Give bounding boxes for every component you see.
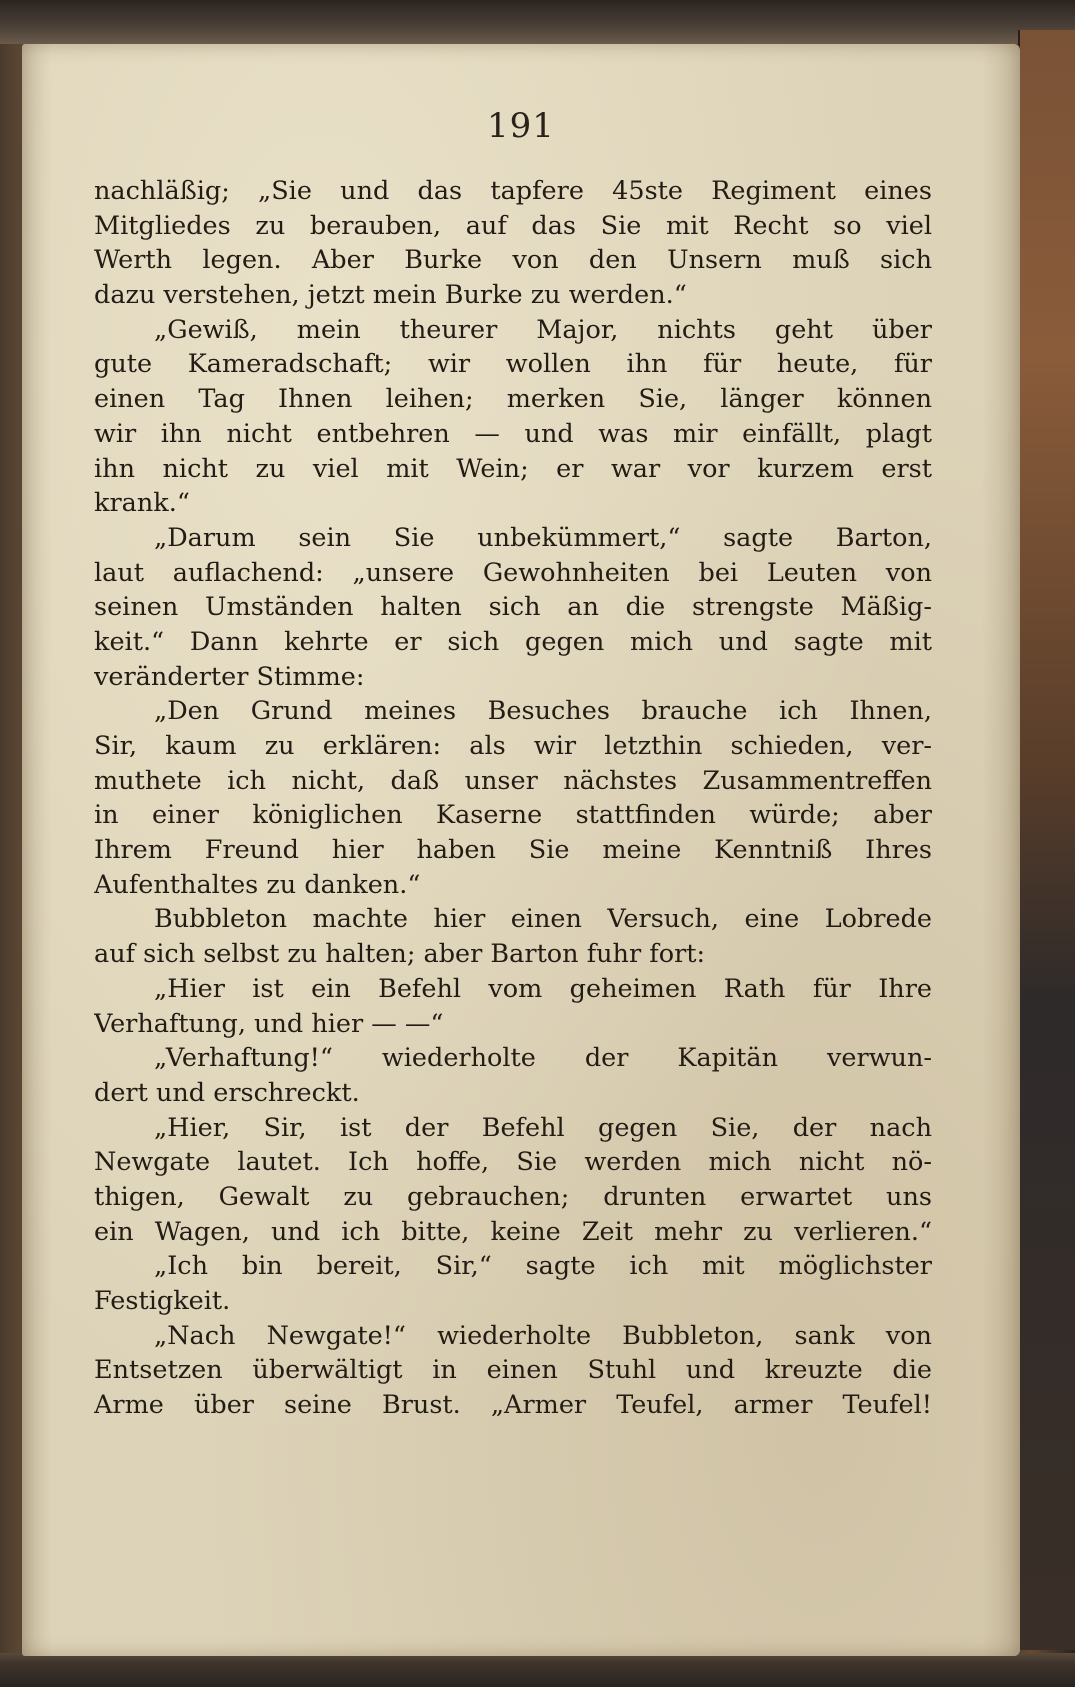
text-line: in einer königlichen Kaserne stattfinden würde; aber: [94, 800, 932, 831]
page-number: 191: [487, 106, 555, 146]
text-line: „Verhaftung!“ wiederholte der Kapitän verwun-: [154, 1043, 932, 1074]
text-line: Ihrem Freund hier haben Sie meine Kenntniß Ihres: [94, 835, 932, 866]
text-line: muthete ich nicht, daß unser nächstes Zusammentreffen: [94, 765, 932, 796]
text-line: ein Wagen, und ich bitte, keine Zeit mehr zu verlieren.“: [94, 1216, 932, 1247]
book-top-edge: [0, 0, 1075, 44]
text-line: nachläßig; „Sie und das tapfere 45ste Regiment eines: [94, 176, 932, 206]
text-line: Mitgliedes zu berauben, auf das Sie mit Recht so viel: [94, 210, 932, 241]
text-line: „Gewiß, mein theurer Major, nichts geht über: [154, 314, 932, 345]
book-cover-right: [1018, 30, 1075, 1650]
text-line: „Nach Newgate!“ wiederholte Bubbleton, sank von: [154, 1320, 932, 1351]
text-line: Bubbleton machte hier einen Versuch, eine Lobrede: [154, 904, 932, 935]
text-line: dazu verstehen, jetzt mein Burke zu werden.“: [94, 280, 687, 311]
text-line: Arme über seine Brust. „Armer Teufel, armer Teufel!: [94, 1390, 932, 1421]
text-line: „Ich bin bereit, Sir,“ sagte ich mit möglichster: [154, 1251, 932, 1282]
text-line: Verhaftung, und hier — —“: [94, 1008, 444, 1039]
text-line: ihn nicht zu viel mit Wein; er war vor kurzem erst: [94, 453, 932, 484]
text-line: „Hier, Sir, ist der Befehl gegen Sie, der nach: [154, 1112, 932, 1143]
text-line: thigen, Gewalt zu gebrauchen; drunten erwartet uns: [94, 1181, 932, 1212]
text-line: gute Kameradschaft; wir wollen ihn für heute, für: [94, 349, 932, 380]
book-page: [22, 44, 1020, 1656]
text-line: Werth legen. Aber Burke von den Unsern muß sich: [94, 245, 932, 276]
page-text: [94, 174, 932, 1423]
text-line: „Den Grund meines Besuches brauche ich Ihnen,: [154, 696, 932, 727]
text-line: Newgate lautet. Ich hoffe, Sie werden mich nicht nö-: [94, 1147, 932, 1178]
text-line: Sir, kaum zu erklären: als wir letzthin schieden, ver-: [94, 731, 932, 761]
text-line: Festigkeit.: [94, 1286, 231, 1316]
text-line: keit.“ Dann kehrte er sich gegen mich und sagte mit: [94, 626, 932, 657]
text-line: „Hier ist ein Befehl vom geheimen Rath für Ihre: [154, 973, 932, 1004]
text-line: auf sich selbst zu halten; aber Barton fuhr fort:: [94, 939, 706, 970]
book-bottom-edge: [0, 1653, 1075, 1687]
text-line: laut auflachend: „unsere Gewohnheiten bei Leuten von: [94, 557, 932, 588]
text-line: seinen Umständen halten sich an die strengste Mäßig-: [94, 592, 932, 623]
text-line: einen Tag Ihnen leihen; merken Sie, länger können: [94, 384, 932, 415]
text-line: Entsetzen überwältigt in einen Stuhl und kreuzte die: [94, 1355, 932, 1386]
text-line: krank.“: [94, 488, 190, 519]
text-line: wir ihn nicht entbehren — und was mir einfällt, plagt: [94, 418, 932, 449]
text-line: „Darum sein Sie unbekümmert,“ sagte Barton,: [154, 522, 932, 553]
text-line: dert und erschreckt.: [94, 1077, 360, 1108]
text-line: Aufenthaltes zu danken.“: [94, 869, 421, 900]
text-line: veränderter Stimme:: [94, 661, 365, 692]
